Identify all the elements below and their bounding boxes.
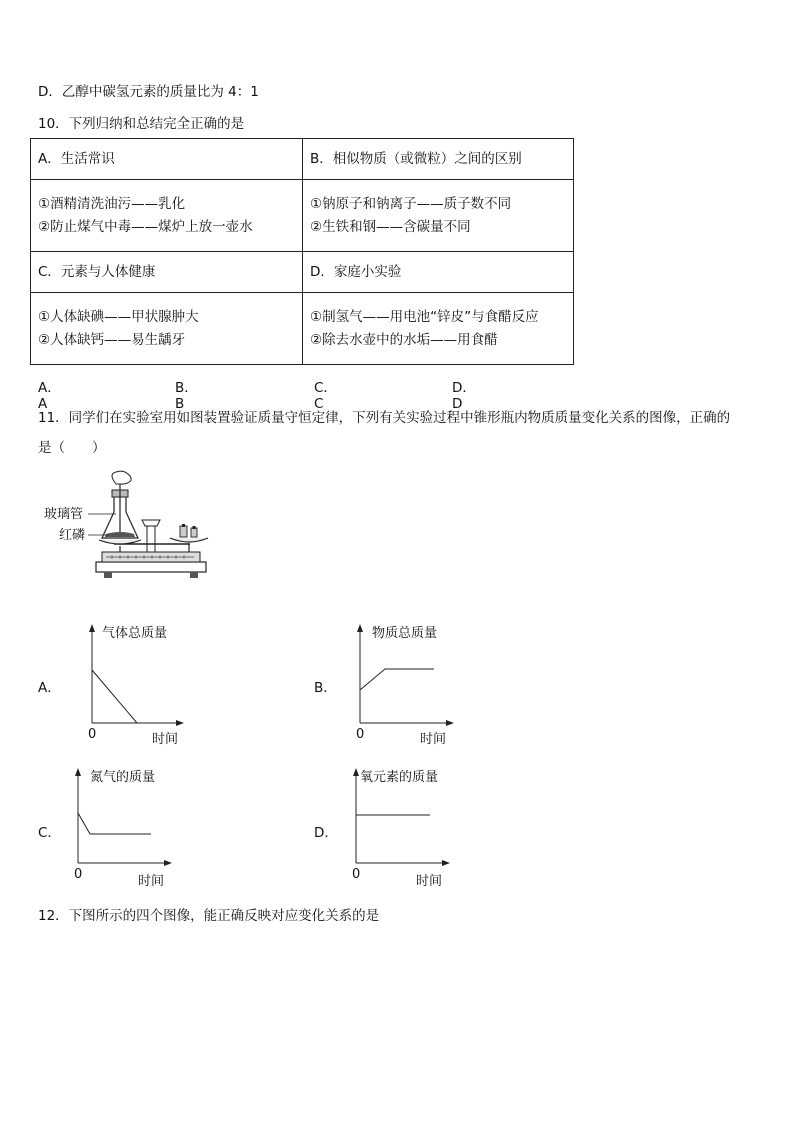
q10-b-line-2: ②生铁和钢——含碳量不同 bbox=[310, 219, 471, 235]
graph-b-option: B． bbox=[314, 680, 337, 696]
q10-option-b: B．B bbox=[175, 380, 198, 412]
graph-b-origin: 0 bbox=[356, 727, 365, 742]
q10-d-line-1: ①制氢气——用电池“锌皮”与食醋反应 bbox=[310, 309, 539, 325]
q10-table bbox=[30, 138, 574, 365]
q10-b-head: B．相似物质（或微粒）之间的区别 bbox=[303, 139, 574, 180]
q10-d-body bbox=[303, 293, 574, 365]
q10-option-c: C．C bbox=[314, 380, 337, 412]
graph-c-curve bbox=[78, 813, 151, 834]
q10-d-head: D．家庭小实验 bbox=[303, 252, 574, 293]
graph-d-option: D． bbox=[314, 825, 338, 841]
q10-a-head: A．生活常识 bbox=[31, 139, 303, 180]
graph-b-curve bbox=[360, 669, 434, 690]
graph-a-curve bbox=[92, 670, 137, 723]
q10-b-line-1: ①钠原子和钠离子——质子数不同 bbox=[310, 196, 512, 212]
label-glass-tube: 玻璃管 bbox=[44, 507, 84, 522]
graph-a bbox=[80, 620, 190, 748]
q10-option-d: D．D bbox=[452, 380, 476, 412]
q11-stem-line-1: 11．同学们在实验室用如图装置验证质量守恒定律，下列有关实验过程中锥形瓶内物质质量变化关系的图像，正确的 bbox=[38, 410, 731, 426]
graph-b bbox=[348, 620, 460, 748]
q10-b-body bbox=[303, 180, 574, 252]
q10-c-line-2: ②人体缺钙——易生龋牙 bbox=[38, 332, 186, 348]
graph-a-ylabel: 气体总质量 bbox=[102, 626, 168, 641]
q10-stem: 10．下列归纳和总结完全正确的是 bbox=[38, 116, 245, 132]
q9-option-d: D．乙醇中碳氢元素的质量比为 4：1 bbox=[38, 84, 259, 100]
graph-c-option: C． bbox=[38, 825, 61, 841]
graph-c-origin: 0 bbox=[74, 867, 83, 882]
balance-apparatus-drawing bbox=[44, 470, 214, 595]
graph-b-xlabel: 时间 bbox=[420, 732, 447, 747]
q11-stem-line-2: 是（ ） bbox=[38, 440, 106, 456]
graph-b-ylabel: 物质总质量 bbox=[372, 626, 438, 641]
q10-option-a: A．A bbox=[38, 380, 61, 412]
graph-d-xlabel: 时间 bbox=[416, 874, 443, 889]
graph-d-ylabel: 氧元素的质量 bbox=[360, 770, 439, 785]
q10-c-body bbox=[31, 293, 303, 365]
graph-d bbox=[344, 764, 456, 892]
graph-a-xlabel: 时间 bbox=[152, 732, 179, 747]
q10-a-line-1: ①酒精清洗油污——乳化 bbox=[38, 196, 186, 212]
q12-stem: 12．下图所示的四个图像，能正确反映对应变化关系的是 bbox=[38, 908, 380, 924]
graph-a-option: A． bbox=[38, 680, 61, 696]
graph-c-ylabel: 氮气的质量 bbox=[90, 770, 156, 785]
q10-c-line-1: ①人体缺碘——甲状腺肿大 bbox=[38, 309, 199, 325]
graph-c bbox=[66, 764, 178, 892]
graph-d-origin: 0 bbox=[352, 867, 361, 882]
label-red-phosphorus: 红磷 bbox=[59, 528, 86, 543]
graph-c-xlabel: 时间 bbox=[138, 874, 165, 889]
graph-a-origin: 0 bbox=[88, 727, 97, 742]
balance-apparatus bbox=[44, 470, 214, 595]
q10-a-line-2: ②防止煤气中毒——煤炉上放一壶水 bbox=[38, 219, 253, 235]
q10-c-head: C．元素与人体健康 bbox=[31, 252, 303, 293]
q10-a-body bbox=[31, 180, 303, 252]
q10-d-line-2: ②除去水壶中的水垢——用食醋 bbox=[310, 332, 498, 348]
